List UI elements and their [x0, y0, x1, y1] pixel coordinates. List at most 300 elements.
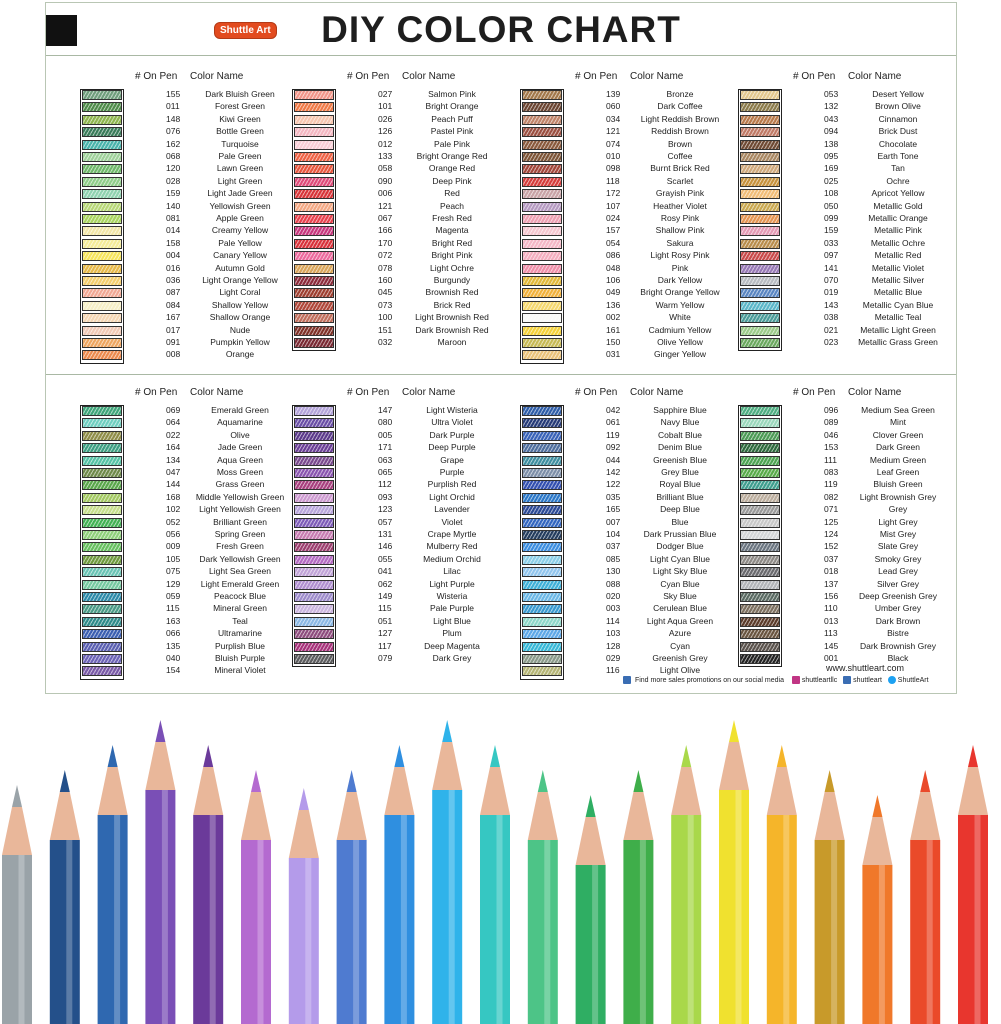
color-name: Light Ochre [430, 262, 474, 273]
pen-number: 122 [606, 479, 621, 490]
color-name: Magenta [435, 225, 469, 236]
pen-number: 028 [166, 175, 181, 186]
color-name: Salmon Pink [428, 89, 476, 99]
color-name: Canary Yellow [213, 250, 267, 261]
color-name: Turquoise [221, 138, 259, 149]
color-swatch [82, 338, 122, 348]
color-name: Bluish Purple [214, 653, 266, 663]
color-swatch [294, 326, 334, 336]
colored-pencil [432, 720, 462, 1024]
color-swatch [82, 313, 122, 323]
color-name: Deep Blue [660, 504, 700, 515]
color-swatch [82, 592, 122, 602]
color-name: Greenish Blue [653, 454, 707, 465]
color-swatch [82, 431, 122, 441]
color-swatch [522, 592, 562, 602]
color-swatch [740, 505, 780, 515]
color-name: Dark Bluish Green [205, 89, 275, 99]
pen-number: 131 [378, 529, 393, 539]
color-swatch [82, 617, 122, 627]
pen-number: 114 [606, 615, 620, 626]
pen-number: 072 [378, 250, 393, 261]
color-swatch [82, 164, 122, 174]
pen-number: 112 [378, 479, 392, 490]
color-swatch [522, 140, 562, 150]
color-swatch [740, 418, 780, 428]
color-swatch [294, 654, 334, 664]
color-name: Metallic Silver [871, 275, 925, 285]
color-swatch [82, 301, 122, 311]
color-swatch [82, 505, 122, 515]
pen-number: 090 [378, 175, 393, 186]
pen-number: 143 [824, 299, 839, 310]
pen-number: 169 [824, 163, 839, 174]
color-swatch [82, 214, 122, 224]
pen-number: 128 [606, 640, 621, 651]
pen-number: 125 [824, 516, 839, 527]
pen-number: 088 [606, 578, 621, 589]
color-name: Light Aqua Green [646, 615, 714, 626]
color-name: Light Purple [429, 578, 475, 589]
color-swatch [740, 127, 780, 137]
pen-number: 075 [166, 566, 181, 577]
color-name: Royal Blue [659, 479, 701, 490]
color-name: Light Rosy Pink [650, 250, 710, 261]
color-name: Lavender [434, 504, 470, 515]
pen-number: 017 [166, 324, 181, 335]
pen-number: 145 [824, 640, 839, 651]
color-name: Bright Orange [425, 101, 479, 112]
color-swatch [82, 580, 122, 590]
color-name: Autumn Gold [215, 262, 265, 273]
color-name: Crape Myrtle [427, 529, 477, 539]
color-name: Brick Dust [878, 126, 918, 137]
color-name: Violet [441, 516, 463, 527]
color-swatch [82, 567, 122, 577]
pen-number: 124 [824, 529, 839, 539]
color-name: Apple Green [216, 213, 264, 223]
pen-number: 037 [824, 553, 839, 564]
color-swatch [82, 493, 122, 503]
column-header-name: Color Name [630, 387, 684, 398]
pen-number: 064 [166, 417, 181, 428]
color-name: Cinnamon [878, 113, 918, 124]
color-name: Bright Pink [431, 250, 473, 261]
pen-number: 136 [606, 299, 621, 310]
color-swatch [294, 493, 334, 503]
color-swatch [740, 189, 780, 199]
color-name: Bright Orange Red [416, 151, 488, 161]
color-swatch [740, 480, 780, 490]
color-name: Sakura [666, 237, 694, 248]
color-name: Brownish Red [425, 287, 479, 298]
color-swatch [740, 629, 780, 639]
color-name: Mulberry Red [426, 541, 478, 552]
color-name: Light Blue [433, 615, 471, 626]
color-name: Light Green [217, 175, 263, 186]
color-name: Light Olive [659, 665, 701, 676]
color-swatch [522, 251, 562, 261]
color-name: Grey Blue [661, 467, 699, 477]
color-name: Shallow Yellow [211, 299, 269, 310]
color-name: Grayish Pink [655, 188, 705, 199]
pen-number: 094 [824, 126, 839, 137]
color-name: Plum [442, 628, 462, 639]
color-name: Grey [888, 504, 908, 515]
color-name: Light Brownish Red [415, 312, 489, 323]
color-name: Medium Green [869, 454, 927, 465]
color-swatch [294, 301, 334, 311]
pen-number: 111 [824, 454, 837, 465]
color-name: Bluish Green [873, 479, 923, 490]
color-name: Metallic Pink [874, 225, 922, 236]
color-name: Dark Yellow [657, 275, 703, 285]
section-divider [46, 374, 956, 375]
color-swatch [522, 301, 562, 311]
color-name: White [669, 312, 691, 323]
color-swatch [522, 264, 562, 274]
pen-number: 081 [166, 213, 181, 223]
pen-number: 153 [824, 442, 839, 453]
pen-number: 029 [606, 653, 621, 663]
color-name: Metallic Orange [868, 213, 928, 223]
pen-number: 149 [378, 591, 393, 601]
color-swatch [82, 288, 122, 298]
color-swatch [740, 239, 780, 249]
pen-number: 152 [824, 541, 839, 552]
color-name: Coffee [667, 151, 693, 161]
pen-number: 091 [166, 337, 181, 347]
colored-pencil [576, 795, 606, 1024]
page-title: DIY COLOR CHART [321, 9, 681, 50]
color-swatch [294, 518, 334, 528]
color-name: Light Wisteria [426, 405, 478, 415]
pen-number: 049 [606, 287, 621, 298]
twitter-icon [888, 676, 896, 684]
color-name: Shallow Orange [209, 312, 271, 323]
color-swatch [294, 127, 334, 137]
website-label: www.shuttleart.com [826, 663, 905, 673]
color-name: Cyan Blue [660, 578, 700, 589]
color-swatch [522, 313, 562, 323]
colored-pencil [145, 720, 175, 1024]
color-name: Mint [889, 417, 907, 428]
column-header-name: Color Name [630, 71, 684, 82]
color-swatch [294, 642, 334, 652]
pen-number: 130 [606, 566, 621, 577]
color-name: Dark Brown [875, 615, 921, 626]
pen-number: 155 [166, 89, 181, 99]
color-swatch [522, 418, 562, 428]
pen-number: 050 [824, 200, 839, 211]
color-swatch [522, 338, 562, 348]
pen-number: 168 [166, 491, 181, 502]
color-name: Black [887, 653, 909, 663]
color-name: Pale Pink [434, 138, 470, 149]
colored-pencil [384, 745, 414, 1024]
pen-number: 093 [378, 491, 393, 502]
pencil-row [0, 700, 1001, 1024]
color-swatch [82, 666, 122, 676]
color-name: Yellowish Green [209, 200, 271, 211]
color-name: Burnt Brick Red [650, 163, 710, 174]
color-swatch [294, 115, 334, 125]
pen-number: 061 [606, 417, 621, 428]
color-swatch [82, 127, 122, 137]
color-name: Lawn Green [216, 163, 264, 174]
color-name: Pastel Pink [430, 126, 474, 137]
color-name: Ultra Violet [431, 417, 473, 428]
color-swatch [522, 505, 562, 515]
color-swatch [522, 276, 562, 286]
color-swatch [82, 350, 122, 360]
pen-number: 103 [606, 628, 621, 639]
color-swatch [522, 666, 562, 676]
color-name: Aquamarine [217, 417, 263, 428]
color-swatch [740, 518, 780, 528]
instagram-icon [792, 676, 800, 684]
color-swatch [522, 115, 562, 125]
color-name: Dark Grey [432, 653, 472, 663]
color-name: Rosy Pink [660, 213, 700, 223]
color-swatch [82, 90, 122, 100]
pen-number: 080 [378, 417, 393, 428]
pen-number: 156 [824, 591, 839, 601]
color-name: Light Reddish Brown [640, 113, 720, 124]
color-name: Cyan [670, 640, 690, 651]
pen-number: 071 [824, 504, 839, 515]
color-swatch [740, 555, 780, 565]
color-swatch [294, 239, 334, 249]
color-name: Mist Grey [879, 529, 917, 539]
color-swatch [294, 338, 334, 348]
color-swatch [740, 276, 780, 286]
color-swatch [522, 177, 562, 187]
color-name: Forest Green [214, 101, 266, 112]
column-header-number: # On Pen [575, 71, 618, 82]
color-name: Dark Prussian Blue [643, 529, 717, 539]
pen-number: 110 [824, 603, 838, 614]
color-swatch [522, 189, 562, 199]
column-header-number: # On Pen [793, 387, 836, 398]
color-name: Bistre [887, 628, 909, 639]
color-swatch [294, 542, 334, 552]
color-swatch [522, 518, 562, 528]
pen-number: 107 [606, 200, 621, 211]
pen-number: 129 [166, 578, 181, 589]
pen-number: 082 [824, 491, 839, 502]
color-name: Metallic Grass Green [858, 337, 938, 347]
color-swatch [82, 443, 122, 453]
color-name: Chocolate [878, 138, 918, 149]
pen-number: 150 [606, 337, 621, 347]
pen-number: 036 [166, 275, 181, 285]
pen-number: 105 [166, 553, 181, 564]
color-name: Apricot Yellow [871, 188, 925, 199]
pen-number: 054 [606, 237, 621, 248]
pen-number: 160 [378, 275, 393, 285]
pen-number: 108 [824, 188, 839, 199]
column-header-number: # On Pen [135, 71, 178, 82]
color-swatch [294, 264, 334, 274]
pen-number: 127 [378, 628, 393, 639]
color-swatch [82, 418, 122, 428]
pen-number: 098 [606, 163, 621, 174]
pen-number: 037 [606, 541, 621, 552]
pen-number: 159 [166, 188, 181, 199]
color-swatch [294, 617, 334, 627]
color-name: Wisteria [436, 591, 468, 601]
pen-number: 119 [824, 479, 838, 490]
pen-number: 007 [606, 516, 621, 527]
pen-number: 012 [378, 138, 393, 149]
color-swatch [740, 115, 780, 125]
color-name: Denim Blue [658, 442, 702, 453]
pen-number: 164 [166, 442, 181, 453]
color-name: Olive Yellow [657, 337, 703, 347]
colored-pencil [528, 770, 558, 1024]
colored-pencil [958, 745, 988, 1024]
pen-number: 087 [166, 287, 181, 298]
color-swatch [82, 468, 122, 478]
pen-number: 118 [606, 175, 620, 186]
color-name: Dark Coffee [657, 101, 703, 112]
pen-number: 018 [824, 566, 839, 577]
color-name: Light Cyan Blue [649, 553, 710, 564]
color-name: Cobalt Blue [658, 429, 702, 440]
color-swatch [522, 239, 562, 249]
color-name: Light Orange Yellow [202, 275, 278, 285]
pen-number: 003 [606, 603, 621, 614]
pen-number: 060 [606, 101, 621, 112]
color-name: Bronze [666, 89, 694, 99]
pen-number: 163 [166, 615, 181, 626]
pen-number: 113 [824, 628, 838, 639]
color-name: Light Sky Blue [652, 566, 708, 577]
color-name: Light Coral [219, 287, 261, 298]
pen-number: 022 [166, 429, 181, 440]
color-name: Navy Blue [660, 417, 700, 428]
facebook-handle: shuttleart [853, 676, 882, 684]
color-name: Jade Green [217, 442, 263, 453]
color-swatch [82, 226, 122, 236]
color-name: Medium Sea Green [861, 405, 935, 415]
color-swatch [522, 164, 562, 174]
color-name: Deep Pink [432, 175, 472, 186]
color-swatch [294, 443, 334, 453]
color-name: Kiwi Green [219, 113, 261, 124]
color-name: Grass Green [215, 479, 265, 490]
search-icon [623, 676, 631, 684]
pen-number: 038 [824, 312, 839, 323]
color-swatch [740, 90, 780, 100]
color-swatch [294, 276, 334, 286]
pen-number: 001 [824, 653, 839, 663]
pen-number: 040 [166, 653, 181, 663]
color-swatch [522, 102, 562, 112]
column-header-name: Color Name [402, 71, 456, 82]
pen-number: 056 [166, 529, 181, 539]
colored-pencil [480, 745, 510, 1024]
color-swatch [522, 90, 562, 100]
pen-number: 010 [606, 151, 621, 161]
pen-number: 019 [824, 287, 839, 298]
pen-number: 055 [378, 553, 393, 564]
column-header-name: Color Name [190, 387, 244, 398]
color-swatch [82, 604, 122, 614]
color-name: Bright Red [431, 237, 473, 248]
pen-number: 171 [378, 442, 393, 453]
color-swatch [294, 555, 334, 565]
pen-number: 115 [166, 603, 180, 614]
color-swatch [294, 418, 334, 428]
color-swatch [740, 604, 780, 614]
pen-number: 043 [824, 113, 839, 124]
pen-number: 146 [378, 541, 393, 552]
color-swatch [522, 127, 562, 137]
pen-number: 070 [824, 275, 839, 285]
color-swatch [82, 654, 122, 664]
social-footer [621, 676, 929, 684]
color-name: Light Orchid [429, 491, 475, 502]
colored-pencil [910, 770, 940, 1024]
colored-pencil [289, 788, 319, 1024]
color-name: Reddish Brown [651, 126, 709, 137]
color-name: Tan [891, 163, 905, 174]
pen-number: 137 [824, 578, 839, 589]
color-name: Dodger Blue [656, 541, 704, 552]
color-swatch [82, 239, 122, 249]
pen-number: 002 [606, 312, 621, 323]
color-swatch [522, 152, 562, 162]
color-swatch [82, 642, 122, 652]
color-swatch [740, 251, 780, 261]
color-swatch [740, 617, 780, 627]
pen-number: 092 [606, 442, 621, 453]
pen-number: 051 [378, 615, 393, 626]
color-swatch [522, 604, 562, 614]
colored-pencil [671, 745, 701, 1024]
color-name: Lilac [443, 566, 461, 577]
color-name: Ochre [886, 175, 910, 186]
column-header-number: # On Pen [347, 387, 390, 398]
color-swatch [740, 530, 780, 540]
color-swatch [82, 456, 122, 466]
color-swatch [740, 226, 780, 236]
pen-number: 045 [378, 287, 393, 298]
color-swatch [522, 629, 562, 639]
pen-number: 033 [824, 237, 839, 248]
pen-number: 020 [606, 591, 621, 601]
color-name: Leaf Green [876, 467, 920, 477]
color-swatch [740, 338, 780, 348]
color-name: Deep Magenta [424, 640, 480, 651]
color-name: Creamy Yellow [211, 225, 269, 236]
chart-header [46, 3, 956, 56]
color-name: Medium Orchid [423, 553, 481, 564]
color-name: Warm Yellow [655, 299, 705, 310]
pen-number: 120 [166, 163, 181, 174]
pen-number: 104 [606, 529, 621, 539]
colored-pencil [337, 770, 367, 1024]
color-swatch [522, 443, 562, 453]
column-header-number: # On Pen [793, 71, 836, 82]
color-name: Peach Puff [431, 113, 473, 124]
facebook-icon [843, 676, 851, 684]
color-name: Purplish Blue [214, 640, 266, 651]
pen-number: 119 [606, 429, 620, 440]
color-swatch [740, 264, 780, 274]
